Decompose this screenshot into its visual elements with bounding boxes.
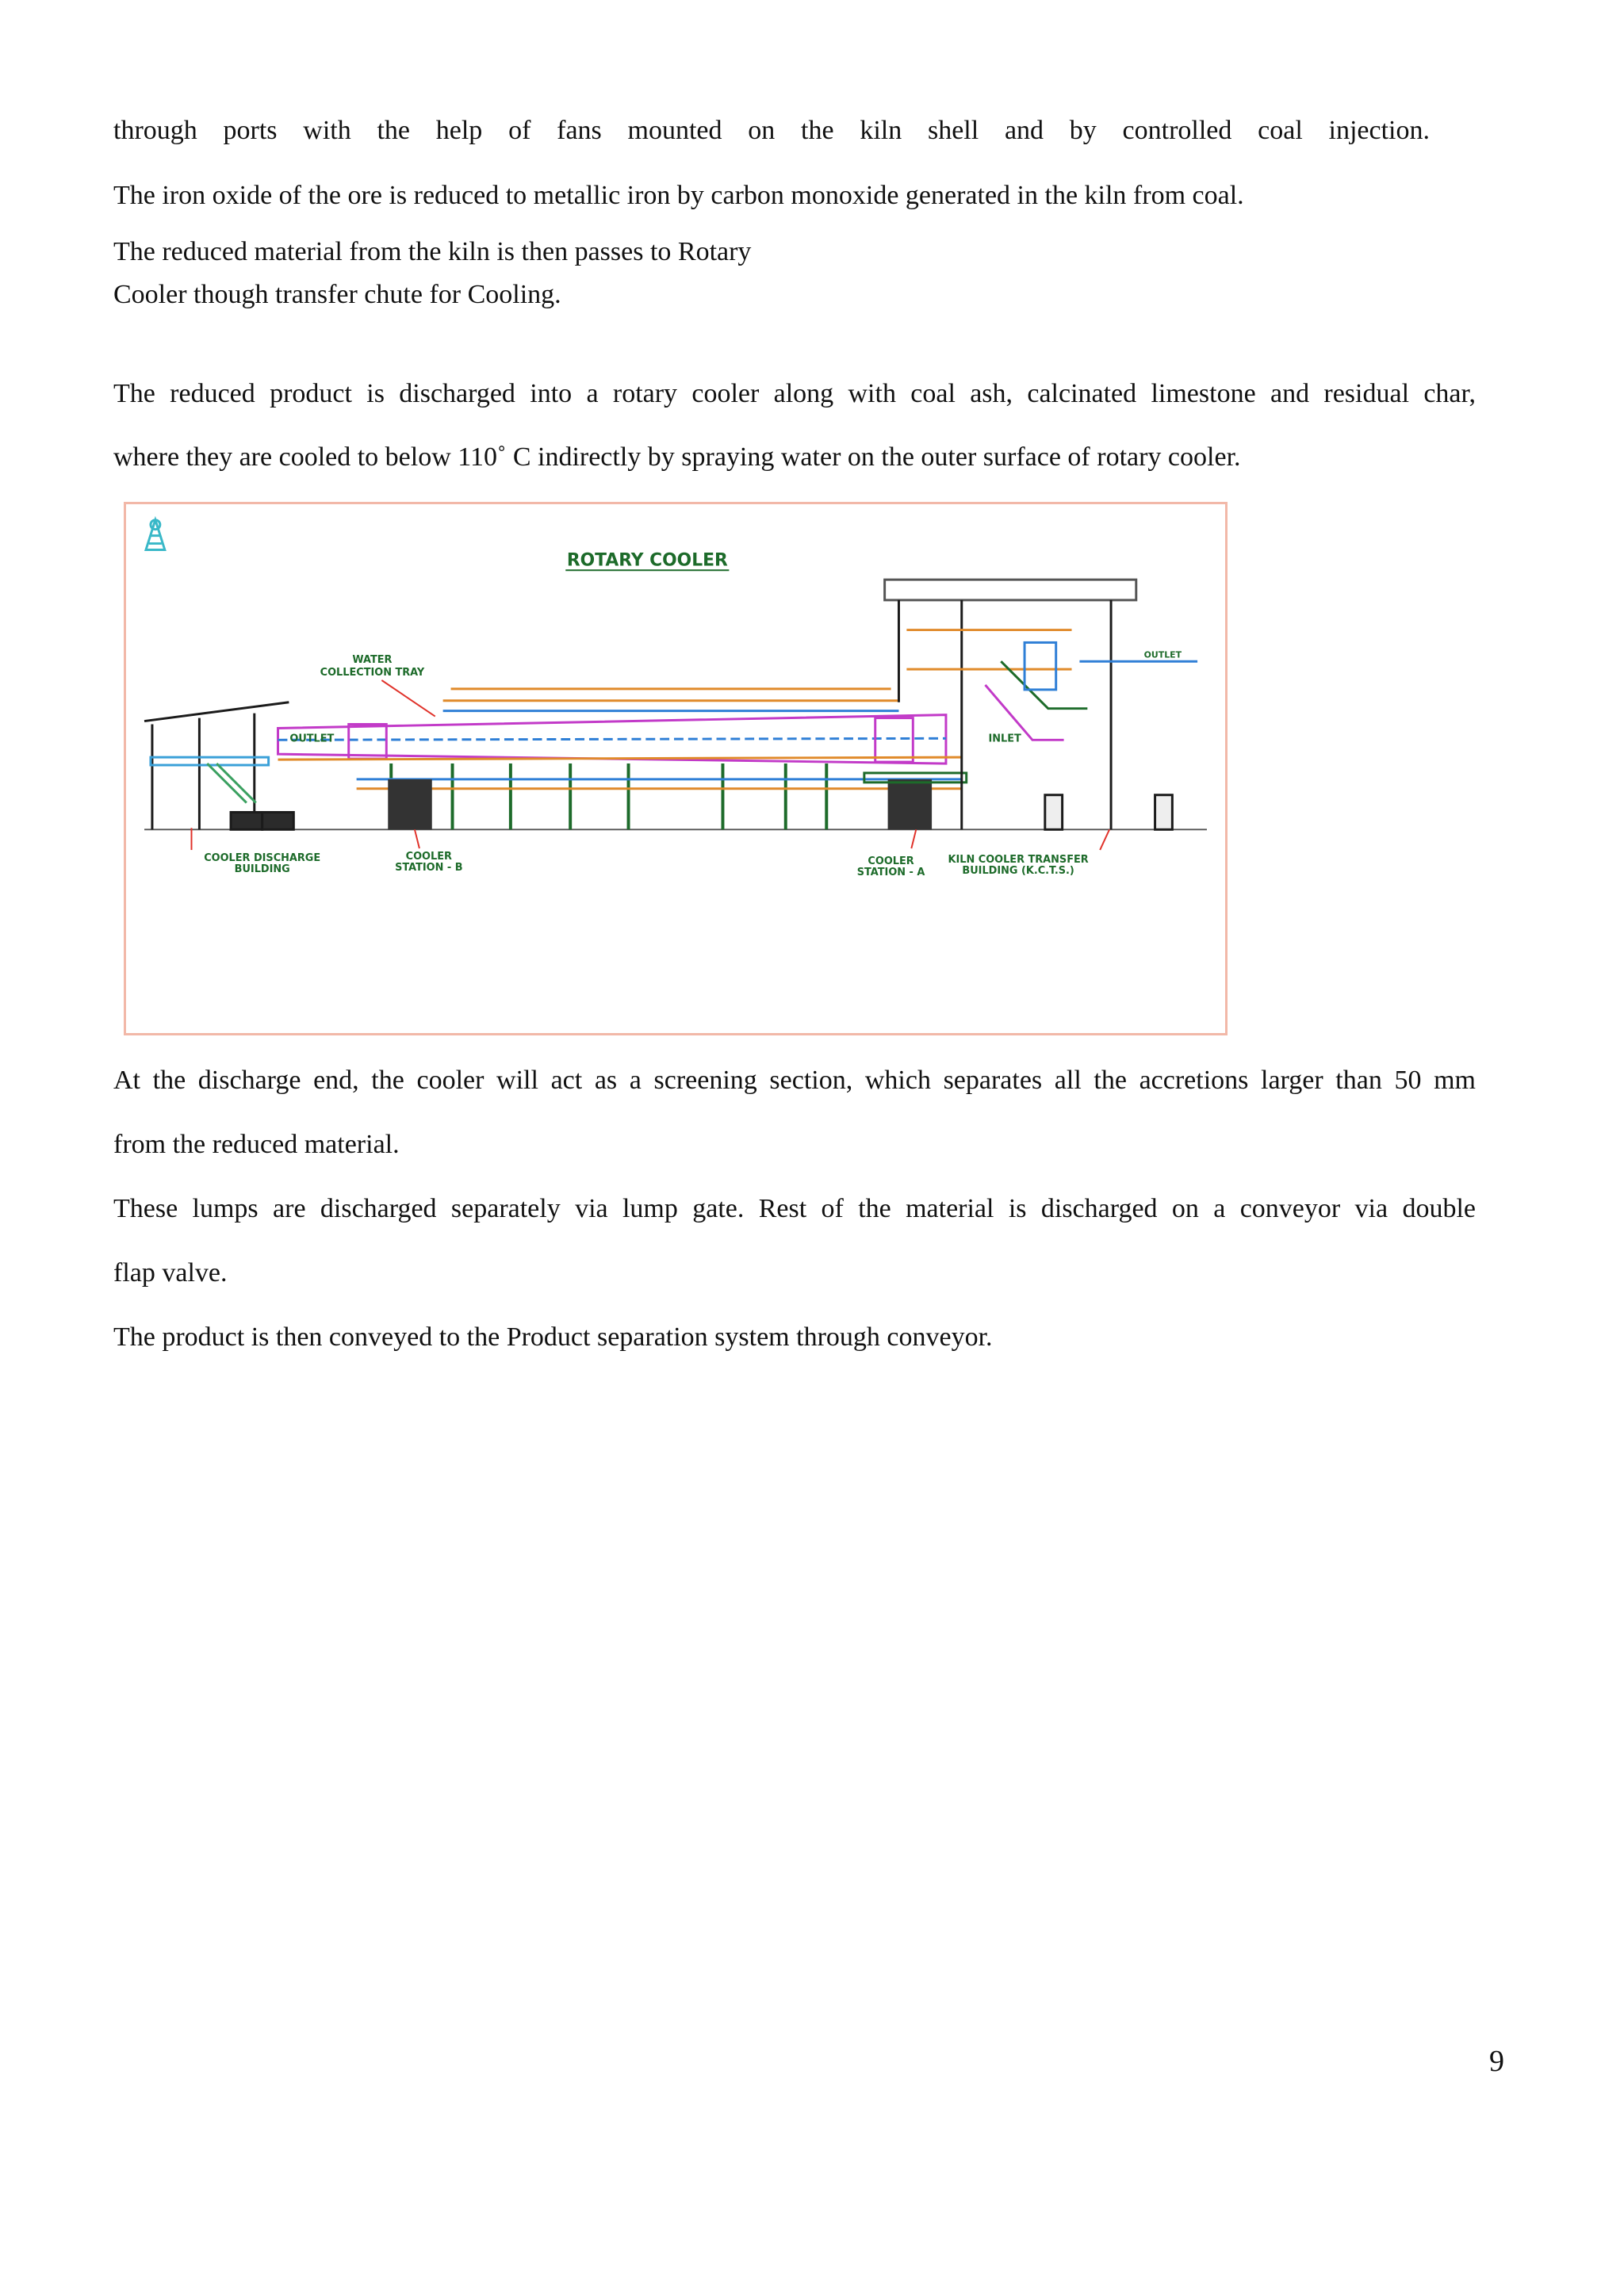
svg-text:COOLER: COOLER [868, 855, 914, 867]
cooler-discharge-building [144, 702, 293, 830]
paragraph-reduced-material-line1: The reduced material from the kiln is then passes to Rotary [113, 237, 752, 266]
paragraph-lump-gate-line1: These lumps are discharged separately via lump gate. Rest of the material is discharged on a conveyor via double [113, 1194, 1476, 1223]
outlet-left-label: OUTLET [289, 733, 335, 745]
outlet-right-label: OUTLET [1143, 649, 1182, 660]
svg-text:COOLER DISCHARGE: COOLER DISCHARGE [204, 851, 321, 864]
inlet-label: INLET [988, 733, 1021, 745]
paragraph-rotary-cooler-line1: The reduced product is discharged into a rotary cooler along with coal ash, calcinated limestone and residual char, [113, 379, 1476, 408]
company-logo-icon [146, 520, 165, 550]
paragraph-lump-gate-line2: flap valve. [113, 1258, 228, 1288]
cooler-station-a-label [857, 829, 925, 878]
svg-text:STATION - B: STATION - B [395, 861, 463, 874]
svg-text:COOLER: COOLER [405, 850, 452, 863]
paragraph-screening-line2: from the reduced material. [113, 1130, 400, 1159]
kiln-cooler-transfer-building-label [948, 829, 1110, 877]
svg-text:WATER: WATER [352, 654, 393, 667]
paragraph-reduced-material-line2: Cooler though transfer chute for Cooling. [113, 280, 561, 309]
page-number: 9 [1489, 2045, 1504, 2078]
paragraph-product-conveyed: The product is then conveyed to the Product separation system through conveyor. [113, 1322, 993, 1352]
paragraph-rotary-cooler-line2: where they are cooled to below 110˚ C indirectly by spraying water on the outer surface of rotary cooler. [113, 442, 1241, 472]
paragraph-kiln-ports: through ports with the help of fans mounted on the kiln shell and by controlled coal injection. [113, 116, 1430, 145]
paragraph-screening-line1: At the discharge end, the cooler will act as a screening section, which separates all the accretions larger than 50 mm [113, 1066, 1476, 1095]
svg-text:BUILDING (K.C.T.S.): BUILDING (K.C.T.S.) [962, 864, 1074, 877]
svg-text:KILN COOLER TRANSFER: KILN COOLER TRANSFER [948, 853, 1089, 866]
top-walkway [443, 689, 899, 711]
cooler-station-b-label [395, 829, 462, 874]
water-collection-tray-label [320, 654, 435, 716]
cooler-station-b-block [388, 779, 432, 829]
paragraph-iron-oxide: The iron oxide of the ore is reduced to metallic iron by carbon monoxide generated in the kiln from coal. [113, 181, 1244, 210]
rotary-cooler-drawing [126, 504, 1225, 1033]
cooler-discharge-building-label [191, 828, 320, 875]
svg-text:COLLECTION TRAY: COLLECTION TRAY [320, 667, 425, 679]
svg-text:BUILDING: BUILDING [234, 863, 290, 875]
cooler-shell [278, 715, 962, 763]
figure-title: ROTARY COOLER [566, 550, 728, 571]
svg-text:STATION - A: STATION - A [856, 866, 925, 878]
cooler-station-a-block [888, 779, 933, 829]
rotary-cooler-figure [124, 502, 1228, 1035]
